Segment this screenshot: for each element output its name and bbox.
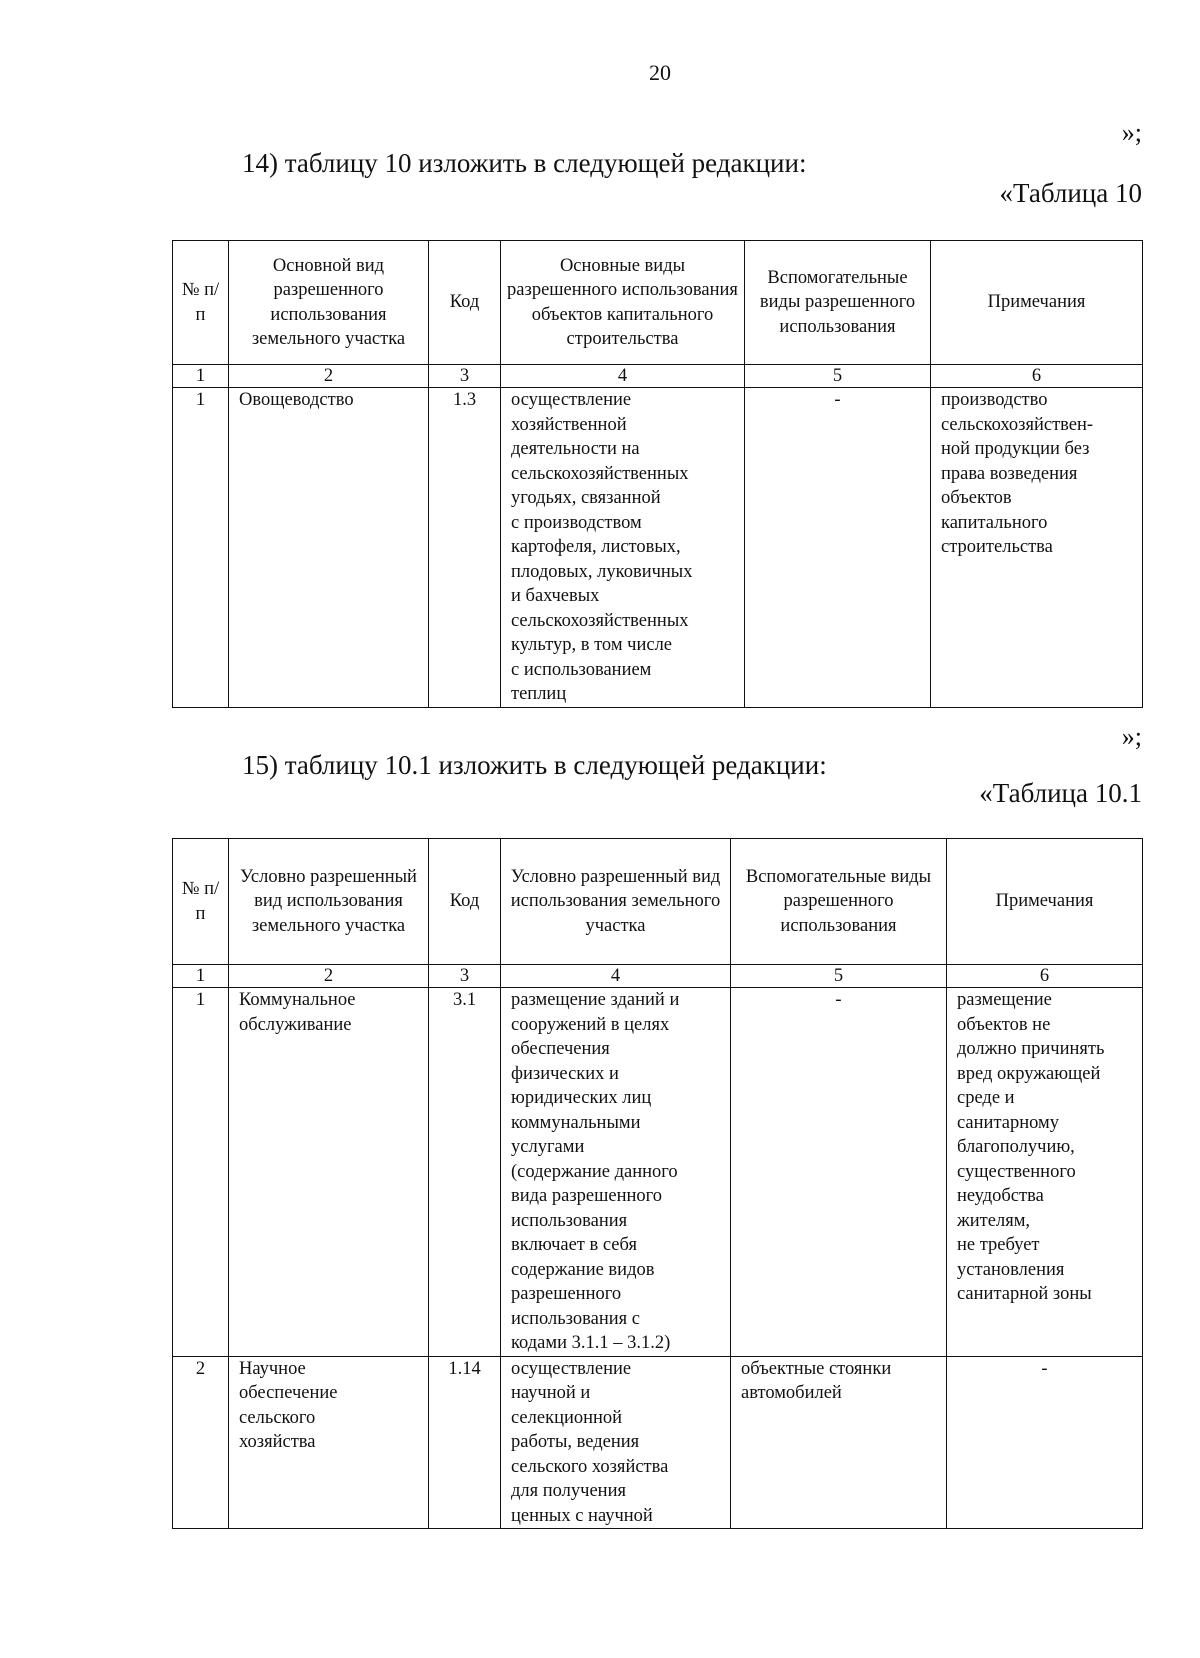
column-number: 5 — [731, 965, 947, 988]
header-auxiliary-uses: Вспомогательные виды разрешенного использования — [731, 839, 947, 965]
use-code: 1.3 — [429, 388, 501, 708]
column-number: 2 — [229, 365, 429, 388]
header-code: Код — [429, 241, 501, 365]
column-number: 5 — [745, 365, 931, 388]
row-number: 2 — [173, 1356, 229, 1529]
instruction-item-15: 15) таблицу 10.1 изложить в следующей редакции: — [242, 750, 827, 780]
auxiliary-use: - — [731, 988, 947, 1357]
use-type-name: Коммунальное обслуживание — [229, 988, 429, 1357]
table-10-caption: «Таблица 10 — [999, 178, 1142, 208]
table-10 — [172, 240, 1143, 708]
column-number: 1 — [173, 965, 229, 988]
notes-cell: - — [947, 1356, 1143, 1529]
instruction-item-14: 14) таблицу 10 изложить в следующей редакции: — [242, 148, 807, 178]
use-type-name: Овощеводство — [229, 388, 429, 708]
main-use-description: осуществление хозяйственной деятельности на сельскохозяйственных угодьях, связанной с производством картофеля, листовых, плодовых, луковичных и бахчевых сельскохозяйственных культур, в том числе с использованием теплиц — [501, 388, 745, 708]
header-conditional-use-type: Условно разрешенный вид использования земельного участка — [229, 839, 429, 965]
use-code: 1.14 — [429, 1356, 501, 1529]
page-number: 20 — [649, 60, 671, 85]
table-10-1-caption: «Таблица 10.1 — [979, 778, 1142, 808]
use-type-name: Научное обеспечение сельского хозяйства — [229, 1356, 429, 1529]
table-header-row — [173, 241, 1143, 365]
closing-quote: »; — [1121, 722, 1142, 751]
notes-cell: размещение объектов не должно причинять вред окружающей среде и санитарному благополучию, существенного неудобства жителям, не требует установления санитарной зоны — [947, 988, 1143, 1357]
header-code: Код — [429, 839, 501, 965]
column-number: 3 — [429, 365, 501, 388]
table-row — [173, 388, 1143, 708]
table-10-1 — [172, 838, 1143, 1529]
header-auxiliary-uses: Вспомогательные виды разрешенного использования — [745, 241, 931, 365]
header-notes: Примечания — [931, 241, 1143, 365]
header-notes: Примечания — [947, 839, 1143, 965]
table-header-row — [173, 839, 1143, 965]
notes-cell: производство сельскохозяйствен- ной продукции без права возведения объектов капитального строительства — [931, 388, 1143, 708]
main-use-description: осуществление научной и селекционной работы, ведения сельского хозяйства для получения ценных с научной — [501, 1356, 731, 1529]
row-number: 1 — [173, 388, 229, 708]
header-conditional-use-description: Условно разрешенный вид использования земельного участка — [501, 839, 731, 965]
header-number: № п/п — [173, 839, 229, 965]
column-number: 2 — [229, 965, 429, 988]
table-row — [173, 988, 1143, 1357]
column-number: 3 — [429, 965, 501, 988]
header-number: № п/п — [173, 241, 229, 365]
column-number-row — [173, 965, 1143, 988]
main-use-description: размещение зданий и сооружений в целях обеспечения физических и юридических лиц коммунальными услугами (содержание данного вида разрешенного использования включает в себя содержание видов разрешенного использования с кодами 3.1.1 – 3.1.2) — [501, 988, 731, 1357]
header-main-use-objects: Основные виды разрешенного использования объектов капитального строительства — [501, 241, 745, 365]
column-number: 6 — [931, 365, 1143, 388]
closing-quote: »; — [1121, 118, 1142, 147]
column-number: 1 — [173, 365, 229, 388]
column-number: 6 — [947, 965, 1143, 988]
auxiliary-use: объектные стоянки автомобилей — [731, 1356, 947, 1529]
column-number: 4 — [501, 365, 745, 388]
table-row — [173, 1356, 1143, 1529]
auxiliary-use: - — [745, 388, 931, 708]
row-number: 1 — [173, 988, 229, 1357]
use-code: 3.1 — [429, 988, 501, 1357]
header-main-use-type: Основной вид разрешенного использования земельного участка — [229, 241, 429, 365]
column-number: 4 — [501, 965, 731, 988]
column-number-row — [173, 365, 1143, 388]
